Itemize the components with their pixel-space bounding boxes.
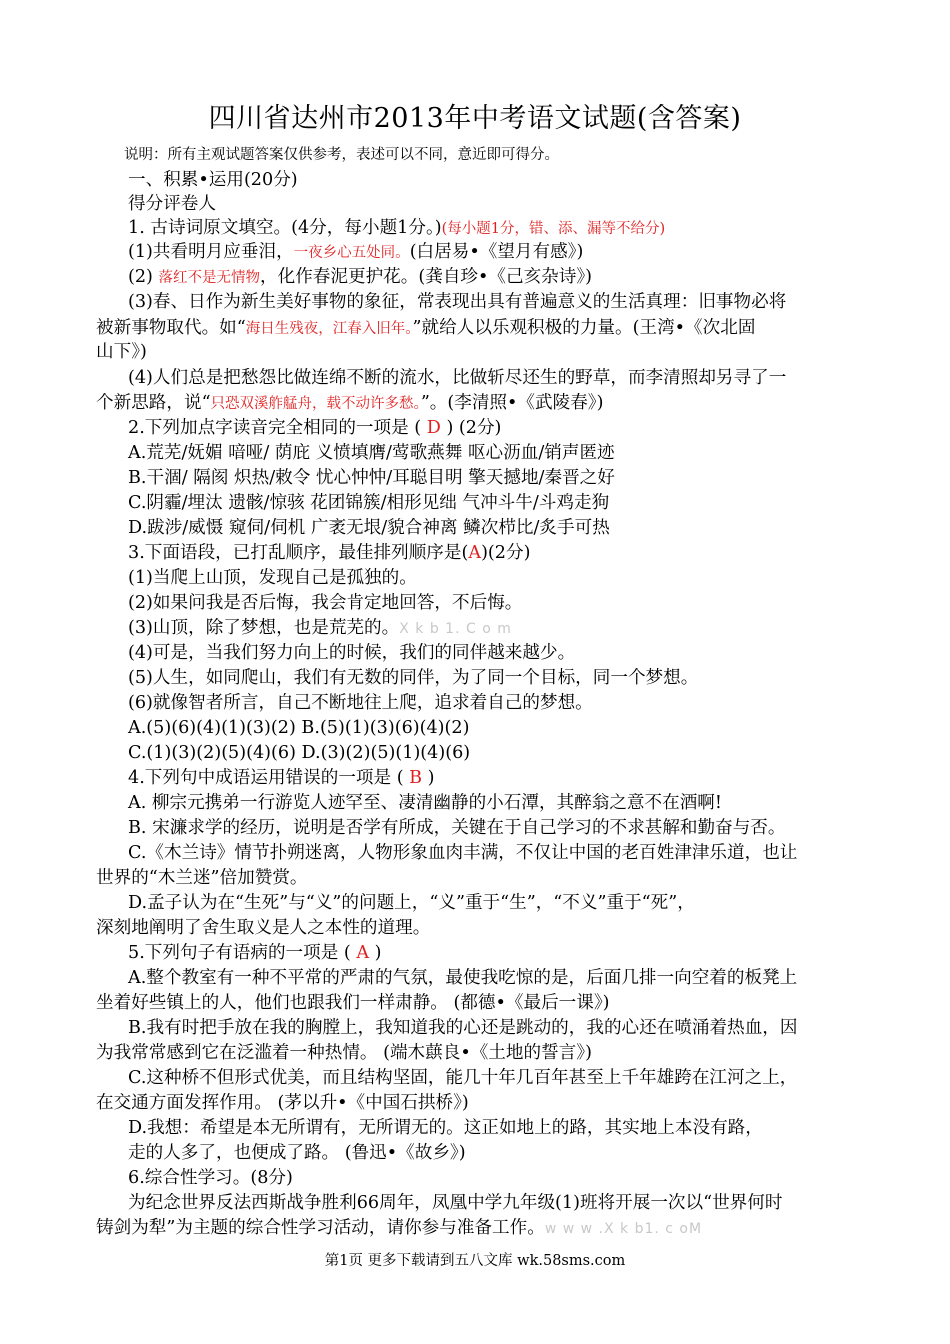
q3-stem-text: 3.下面语段，已打乱顺序，最佳排列顺序是( [128,543,469,563]
q4-stem-close: ) [422,768,435,788]
q3-stem-points: )(2分) [481,543,531,563]
q2-stem-text: 2.下列加点字读音完全相同的一项是 ( [128,418,427,438]
q1-item-1-source: (白居易•《望月有感》) [409,242,584,262]
q1-item-4-text: 个新思路，说“ [96,393,211,413]
q5-option-c-line2: 在交通方面发挥作用。 (茅以升•《中国石拱桥》) [96,1093,469,1113]
q1-item-3-line3: 山下》) [96,342,147,362]
q2-stem-points: ) (2分) [440,418,502,438]
q3-sentence-6: (6)就像智者所言，自己不断地往上爬，追求着自己的梦想。 [128,693,593,713]
q2-option-d: D.跋涉/威慑 窥伺/伺机 广袤无垠/貌合神离 鳞次栉比/炙手可热 [128,518,610,538]
q5-option-b-line2: 为我常常感到它在泛滥着一种热情。 (端木蕻良•《土地的誓言》) [96,1043,592,1063]
q4-stem [128,766,435,790]
watermark: X k b 1. C o m [399,621,512,637]
page-footer: 第1页 更多下载请到五八文库 wk.58sms.com [324,1253,626,1269]
q5-option-a-line1: A.整个教室有一种不平常的严肃的气氛，最使我吃惊的是，后面几排一向空着的板凳上 [128,968,798,988]
q6-text-line1: 为纪念世界反法西斯战争胜利66周年，凤凰中学九年级(1)班将开展一次以“世界何时 [128,1193,783,1213]
q5-option-d-line2: 走的人多了，也便成了路。 (鲁迅•《故乡》) [128,1143,466,1163]
q2-option-a: A.荒芜/妩媚 喑哑/ 荫庇 义愤填膺/莺歌燕舞 呕心沥血/销声匿迹 [128,443,615,463]
q5-option-d-line1: D.我想：希望是本无所谓有，无所谓无的。这正如地上的路，其实地上本没有路， [128,1118,763,1138]
q1-item-4-line1: (4)人们总是把愁怨比做连绵不断的流水，比做斩尽还生的野草，而李清照却另寻了一 [128,368,787,388]
q1-item-3-line1: (3)春、日作为新生美好事物的象征，常表现出具有普遍意义的生活真理：旧事物必将 [128,292,787,312]
q1-item-3-line2 [96,316,755,341]
q1-item-2-answer: 落红不是无情物 [158,270,261,286]
q6-stem: 6.综合性学习。(8分) [128,1168,293,1188]
q3-sentence-4: (4)可是，当我们努力向上的时候，我们的同伴越来越少。 [128,643,576,663]
q5-option-b-line1: B.我有时把手放在我的胸膛上，我知道我的心还是跳动的，我的心还在喷涌着热血，因 [128,1018,798,1038]
q1-item-4-line2 [96,391,603,416]
q3-sentence-2: (2)如果问我是否后悔，我会肯定地回答，不后悔。 [128,593,523,613]
q1-item-3-source: ”就给人以乐观积极的力量。(王湾•《次北固 [412,318,756,338]
q3-answer: A [468,543,482,563]
q4-option-a: A. 柳宗元携弟一行游览人迹罕至、凄清幽静的小石潭，其醉翁之意不在酒啊! [128,793,722,813]
q1-item-3-answer: 海日生残夜，江春入旧年。 [245,321,413,337]
q3-sentence-1: (1)当爬上山顶，发现自己是孤独的。 [128,568,417,588]
q1-scoring-rule: (每小题1分，错、添、漏等不给分) [441,221,666,237]
q5-option-a-line2: 坐着好些镇上的人，他们也跟我们一样肃静。 (都德•《最后一课》) [96,993,610,1013]
q1-item-4-source: ”。(李清照•《武陵春》) [420,393,604,413]
q2-option-c: C.阴霾/埋汰 遗骸/惊骇 花团锦簇/相形见绌 气冲斗牛/斗鸡走狗 [128,493,610,513]
q4-option-d-line1: D.孟子认为在“生死”与“义”的问题上，“义”重于“生”，“不义”重于“死”， [128,893,695,913]
q3-stem [128,541,530,565]
q4-option-d-line2: 深刻地阐明了舍生取义是人之本性的道理。 [96,918,431,938]
scorer-label: 得分评卷人 [128,194,216,214]
q3-options-ab: A.(5)(6)(4)(1)(3)(2) B.(5)(1)(3)(6)(4)(2) [128,718,470,738]
q6-text-line2-text: 铸剑为犁”为主题的综合性学习活动，请你参与准备工作。 [96,1218,545,1238]
q1-item-2 [128,265,592,290]
q1-item-1-answer: 一夜乡心五处同。 [293,245,410,261]
q4-option-c-line1: C.《木兰诗》情节扑朔迷离，人物形象血肉丰满，不仅让中国的老百姓津津乐道，也让 [128,843,798,863]
q6-text-line2 [96,1216,702,1241]
watermark: w w w .X k b1. c oM [544,1221,703,1237]
q3-sentence-5: (5)人生，如同爬山，我们有无数的同伴，为了同一个目标，同一个梦想。 [128,668,699,688]
q2-stem [128,416,501,440]
q4-option-b: B. 宋濂求学的经历，说明是否学有所成，关键在于自己学习的不求甚解和勤奋与否。 [128,818,786,838]
q4-option-c-line2: 世界的“木兰迷”倍加赞赏。 [96,868,308,888]
q2-option-b: B.干涸/ 隔阂 炽热/敕令 忧心忡忡/耳聪目明 擎天撼地/秦晋之好 [128,468,615,488]
page-title: 四川省达州市2013年中考语文试题(含答案) [208,103,742,134]
q1-item-3-text: 被新事物取代。如“ [96,318,246,338]
q5-stem [128,941,382,965]
q2-answer: D [426,418,441,438]
q1-stem [128,216,665,241]
q3-sentence-3-text: (3)山顶，除了梦想，也是荒芜的。 [128,618,400,638]
q5-option-c-line1: C.这种桥不但形式优美，而且结构坚固，能几十年几百年甚至上千年雄跨在江河之上， [128,1068,798,1088]
q1-item-1-text: (1)共看明月应垂泪， [128,242,294,262]
q1-stem-text: 1. 古诗词原文填空。(4分，每小题1分。) [128,218,442,238]
q1-item-4-answer: 只恐双溪舴艋舟，载不动许多愁。 [210,396,421,412]
q5-stem-close: ) [369,943,382,963]
note: 说明：所有主观试题答案仅供参考，表述可以不同，意近即可得分。 [124,147,559,163]
q3-sentence-3 [128,616,512,641]
q1-item-2-text: ，化作春泥更护花。(龚自珍•《己亥杂诗》) [260,267,593,287]
q1-item-2-number: (2) [128,267,159,287]
q5-stem-text: 5.下列句子有语病的一项是 ( [128,943,357,963]
q1-item-1 [128,240,583,265]
q5-answer: A [356,943,370,963]
q4-stem-text: 4.下列句中成语运用错误的一项是 ( [128,768,410,788]
q3-options-cd: C.(1)(3)(2)(5)(4)(6) D.(3)(2)(5)(1)(4)(6) [128,743,471,763]
section-heading: 一、积累•运用(20分) [128,170,298,190]
q4-answer: B [409,768,423,788]
